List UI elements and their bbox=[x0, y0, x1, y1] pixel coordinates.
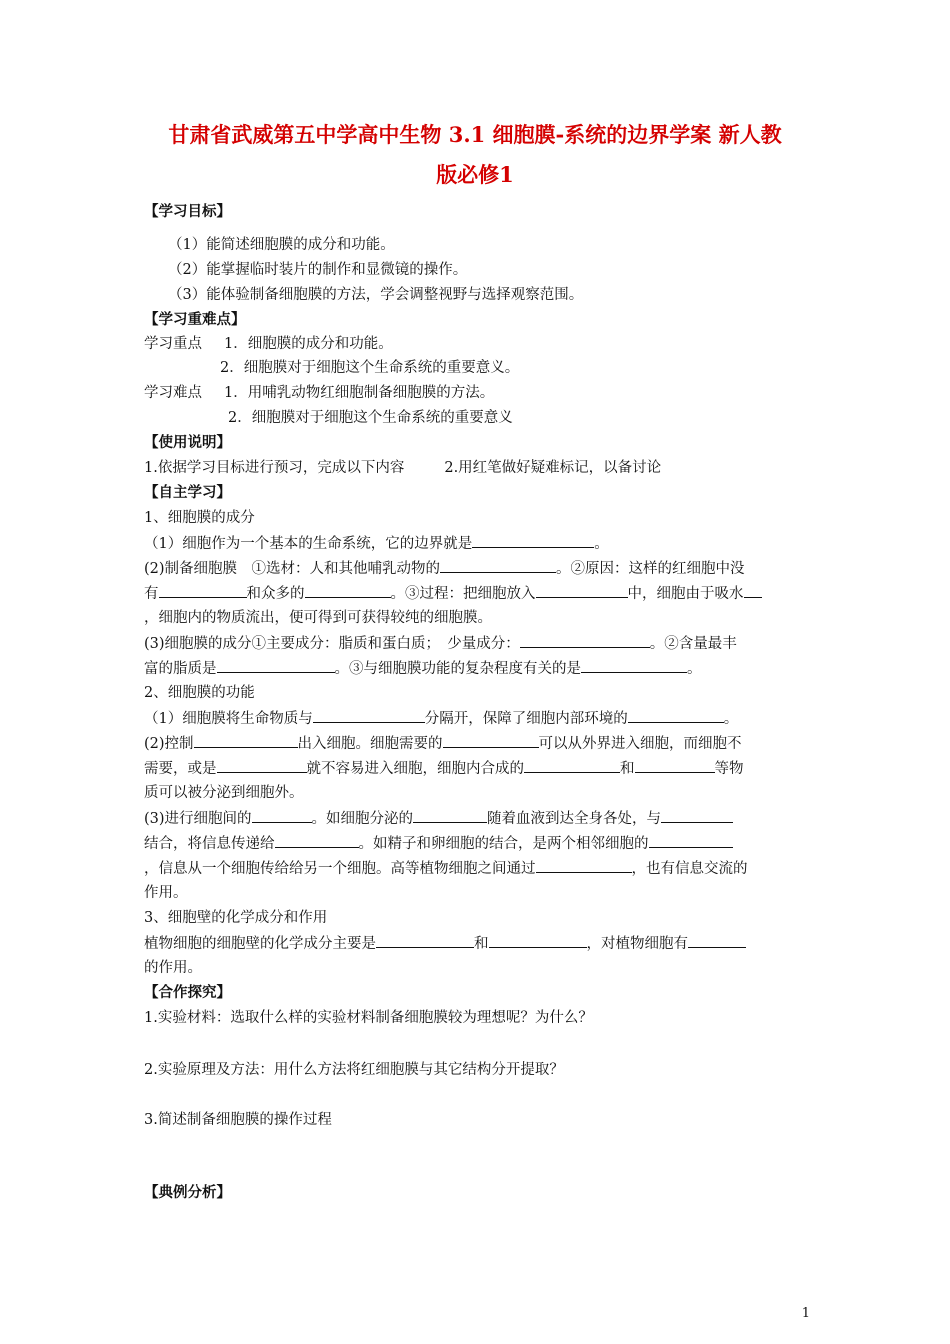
question-text: 植物细胞的细胞壁的化学成分主要是 bbox=[144, 936, 376, 952]
page-number: 1 bbox=[801, 1306, 810, 1321]
answer-blank[interactable] bbox=[159, 583, 247, 598]
answer-blank[interactable] bbox=[252, 808, 312, 823]
answer-blank[interactable] bbox=[524, 758, 620, 773]
answer-blank[interactable] bbox=[376, 933, 474, 948]
answer-blank[interactable] bbox=[472, 533, 594, 548]
self-question-line bbox=[144, 933, 809, 954]
coop-question: 3.简述制备细胞膜的操作过程 bbox=[144, 1112, 332, 1128]
question-text: (2)制备细胞膜 ①选材：人和其他哺乳动物的 bbox=[144, 561, 441, 577]
answer-blank[interactable] bbox=[628, 708, 724, 723]
key-diff-item: 1．用哺乳动物红细胞制备细胞膜的方法。 bbox=[224, 385, 495, 401]
question-text: ，也有信息交流的 bbox=[631, 861, 748, 877]
question-text: 和众多的 bbox=[246, 586, 305, 602]
section-self-heading: 【自主学习】 bbox=[144, 484, 231, 501]
answer-blank[interactable] bbox=[194, 733, 298, 748]
question-text: 可以从外界进入细胞，而细胞不 bbox=[538, 736, 742, 752]
answer-blank[interactable] bbox=[313, 708, 425, 723]
goal-item: （1）能简述细胞膜的成分和功能。 bbox=[168, 237, 395, 253]
self-question-line bbox=[144, 833, 809, 854]
goal-item: （3）能体验制备细胞膜的方法，学会调整视野与选择观察范围。 bbox=[168, 287, 584, 303]
self-question-line bbox=[144, 708, 809, 729]
key-diff-item: 2．细胞膜对于细胞这个生命系统的重要意义 bbox=[228, 410, 513, 426]
usage-line bbox=[144, 458, 809, 478]
self-question-line: 作用。 bbox=[144, 885, 188, 901]
answer-blank[interactable] bbox=[688, 933, 746, 948]
question-text: 等物 bbox=[714, 761, 744, 777]
question-text: 。 bbox=[687, 661, 702, 677]
self-question-line bbox=[144, 658, 809, 679]
answer-blank[interactable] bbox=[275, 833, 359, 848]
section-coop-heading: 【合作探究】 bbox=[144, 984, 231, 1001]
question-text: 。③过程：把细胞放入 bbox=[390, 586, 536, 602]
coop-question: 2.实验原理及方法：用什么方法将红细胞膜与其它结构分开提取？ bbox=[144, 1062, 564, 1078]
question-text: 富的脂质是 bbox=[144, 661, 217, 677]
answer-blank[interactable] bbox=[536, 858, 632, 873]
key-diff-line bbox=[144, 383, 809, 403]
question-text: 和 bbox=[620, 761, 635, 777]
question-text: ，对植物细胞有 bbox=[586, 936, 688, 952]
question-text: 需要，或是 bbox=[144, 761, 217, 777]
coop-question: 1.实验材料：选取什么样的实验材料制备细胞膜较为理想呢？为什么？ bbox=[144, 1010, 593, 1026]
answer-blank[interactable] bbox=[217, 758, 307, 773]
self-question-line: 的作用。 bbox=[144, 960, 202, 976]
question-text: 随着血液到达全身各处，与 bbox=[487, 811, 662, 827]
answer-blank[interactable] bbox=[443, 733, 539, 748]
doc-title-line1: 甘肃省武威第五中学高中生物 3.1 细胞膜-系统的边界学案 新人教 bbox=[168, 122, 782, 147]
section-example-heading: 【典例分析】 bbox=[144, 1184, 231, 1201]
key-focus-item: 1．细胞膜的成分和功能。 bbox=[224, 336, 393, 352]
answer-blank[interactable] bbox=[661, 808, 733, 823]
usage-item: 1.依据学习目标进行预习，完成以下内容 bbox=[144, 460, 405, 476]
answer-blank[interactable] bbox=[305, 583, 391, 598]
question-text: (3)进行细胞间的 bbox=[144, 811, 252, 827]
question-text: 中，细胞由于吸水 bbox=[627, 586, 744, 602]
self-subheading: 3、细胞壁的化学成分和作用 bbox=[144, 910, 328, 926]
self-question-line bbox=[144, 758, 809, 779]
self-question-line bbox=[144, 858, 809, 879]
question-text: 。 bbox=[723, 711, 739, 727]
question-text: （1）细胞作为一个基本的生命系统，它的边界就是 bbox=[144, 536, 473, 552]
answer-blank[interactable] bbox=[489, 933, 587, 948]
question-text: 。 bbox=[594, 536, 609, 552]
question-text: 。③与细胞膜功能的复杂程度有关的是 bbox=[334, 661, 581, 677]
answer-blank[interactable] bbox=[520, 633, 650, 648]
self-question-line: 质可以被分泌到细胞外。 bbox=[144, 785, 304, 801]
answer-blank[interactable] bbox=[536, 583, 628, 598]
key-focus-item: 2．细胞膜对于细胞这个生命系统的重要意义。 bbox=[220, 360, 520, 376]
section-goals-heading: 【学习目标】 bbox=[144, 203, 231, 220]
answer-blank[interactable] bbox=[217, 658, 335, 673]
question-text: 。②原因：这样的红细胞中没 bbox=[556, 561, 745, 577]
answer-blank[interactable] bbox=[649, 833, 733, 848]
self-question-line bbox=[144, 633, 809, 654]
answer-blank[interactable] bbox=[440, 558, 556, 573]
key-focus-label: 学习重点 bbox=[144, 336, 202, 352]
usage-item: 2.用红笔做好疑难标记，以备讨论 bbox=[444, 460, 662, 476]
key-focus-line bbox=[144, 334, 809, 354]
question-text: 。②含量最丰 bbox=[649, 636, 737, 652]
section-key-heading: 【学习重难点】 bbox=[144, 311, 246, 328]
doc-title-line2: 版必修1 bbox=[436, 162, 514, 187]
answer-blank[interactable] bbox=[581, 658, 687, 673]
question-text: 分隔开，保障了细胞内部环境的 bbox=[424, 711, 628, 727]
question-text: 和 bbox=[474, 936, 489, 952]
question-text: 。如精子和卵细胞的结合，是两个相邻细胞的 bbox=[358, 836, 649, 852]
self-question-line bbox=[144, 558, 809, 579]
question-text: 有 bbox=[144, 586, 159, 602]
question-text: 就不容易进入细胞，细胞内合成的 bbox=[306, 761, 524, 777]
self-question-line bbox=[144, 808, 809, 829]
key-diff-label: 学习难点 bbox=[144, 385, 202, 401]
question-text: ，信息从一个细胞传给给另一个细胞。高等植物细胞之间通过 bbox=[144, 861, 536, 877]
question-text: 。如细胞分泌的 bbox=[311, 811, 414, 827]
answer-blank[interactable] bbox=[635, 758, 715, 773]
answer-blank[interactable] bbox=[744, 583, 762, 598]
self-subheading: 1、细胞膜的成分 bbox=[144, 510, 255, 526]
section-usage-heading: 【使用说明】 bbox=[144, 434, 231, 451]
goal-item: （2）能掌握临时装片的制作和显微镜的操作。 bbox=[168, 262, 468, 278]
question-text: (3)细胞膜的成分①主要成分：脂质和蛋白质； 少量成分： bbox=[144, 636, 520, 652]
self-question-line bbox=[144, 733, 809, 754]
question-text: 出入细胞。细胞需要的 bbox=[297, 736, 443, 752]
question-text: (2)控制 bbox=[144, 736, 194, 752]
answer-blank[interactable] bbox=[413, 808, 487, 823]
self-question-line bbox=[144, 533, 809, 554]
self-question-line bbox=[144, 583, 809, 604]
question-text: （1）细胞膜将生命物质与 bbox=[144, 711, 313, 727]
question-text: 结合，将信息传递给 bbox=[144, 836, 275, 852]
self-question-line: ，细胞内的物质流出，便可得到可获得较纯的细胞膜。 bbox=[144, 610, 492, 626]
self-subheading: 2、细胞膜的功能 bbox=[144, 685, 255, 701]
